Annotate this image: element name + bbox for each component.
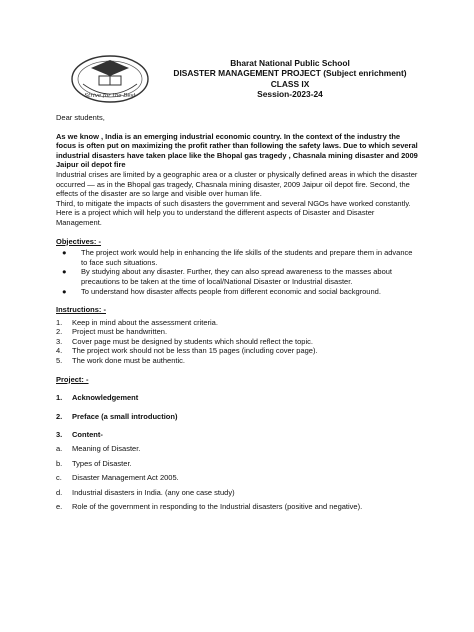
greeting: Dear students, — [56, 113, 105, 122]
school-logo — [69, 54, 151, 106]
session-label: Session-2023-24 — [257, 89, 323, 100]
document-body — [56, 113, 418, 512]
list-item: ● By studying about any disaster. Further, they can also spread awareness to the masses about precautions to be taken at the time of local/National Disaster or Industrial disaster. — [62, 267, 393, 286]
bullet-icon: ● — [62, 286, 67, 296]
objectives-list — [56, 248, 418, 296]
document-header — [170, 58, 410, 100]
list-item: b. Types of Disaster. — [56, 458, 132, 468]
instructions-heading: Instructions: - — [56, 305, 106, 315]
logo-motto: Strive for the Best — [84, 93, 136, 99]
intro-paragraph-3: Third, to mitigate the impacts of such disasters the government and several NGOs have worked constantly. — [56, 198, 411, 208]
list-item: 2. Preface (a small introduction) — [56, 411, 178, 421]
project-title: DISASTER MANAGEMENT PROJECT (Subject enrichment) — [173, 68, 407, 79]
list-item: 4. The project work should not be less than 15 pages (including cover page). — [56, 346, 318, 356]
list-item: d. Industrial disasters in India. (any one case study) — [56, 487, 235, 497]
list-item: 3. Content- — [56, 430, 103, 440]
objectives-heading: Objectives: - — [56, 236, 102, 246]
intro-bold-paragraph: As we know , India is an emerging industrial economic country. In the context of the industry the focus is often put on maximizing the profit rather than following the safety laws. Due to which several industrial disasters have taken place like the Bhopal gas tragedy , Chasnala mining disaster and 2009 Jaipur oil depot fire — [56, 131, 418, 170]
school-name: Bharat National Public School — [230, 58, 350, 68]
class-label: CLASS IX — [270, 78, 310, 89]
list-item: e. Role of the government in responding to the Industrial disasters (positive and negative). — [56, 502, 363, 512]
intro-paragraph-2: Industrial crises are limited by a geographic area or a cluster or physically defined areas in which the disaster occurred — as in the Bhopal gas tragedy, Chasnala mining disaster, 2009 Jaipur oil depot fire. Second, the effects of the disaster are so large and visible over human life. — [56, 169, 418, 199]
bullet-icon: ● — [62, 267, 67, 277]
list-item: 3. Cover page must be designed by students which should reflect the topic. — [56, 336, 313, 346]
list-item: ● The project work would help in enhancing the life skills of the students and prepare them in advance to face such situations. — [62, 248, 413, 267]
list-item: 1. Acknowledgement — [56, 393, 139, 403]
project-heading: Project: - — [56, 374, 89, 384]
list-item: 2. Project must be handwritten. — [56, 327, 168, 337]
list-item: c. Disaster Management Act 2005. — [56, 473, 179, 483]
list-item: 5. The work done must be authentic. — [56, 356, 185, 366]
intro-paragraph-4: Here is a project which will help you to understand the different aspects of Disaster and Disaster Management. — [56, 208, 375, 227]
instructions-list — [56, 318, 418, 366]
list-item: 1. Keep in mind about the assessment criteria. — [56, 317, 218, 327]
bullet-icon: ● — [62, 248, 67, 258]
project-list — [56, 393, 418, 512]
list-item: ● To understand how disaster affects people from different economic and social background. — [62, 286, 381, 296]
list-item: a. Meaning of Disaster. — [56, 444, 141, 454]
